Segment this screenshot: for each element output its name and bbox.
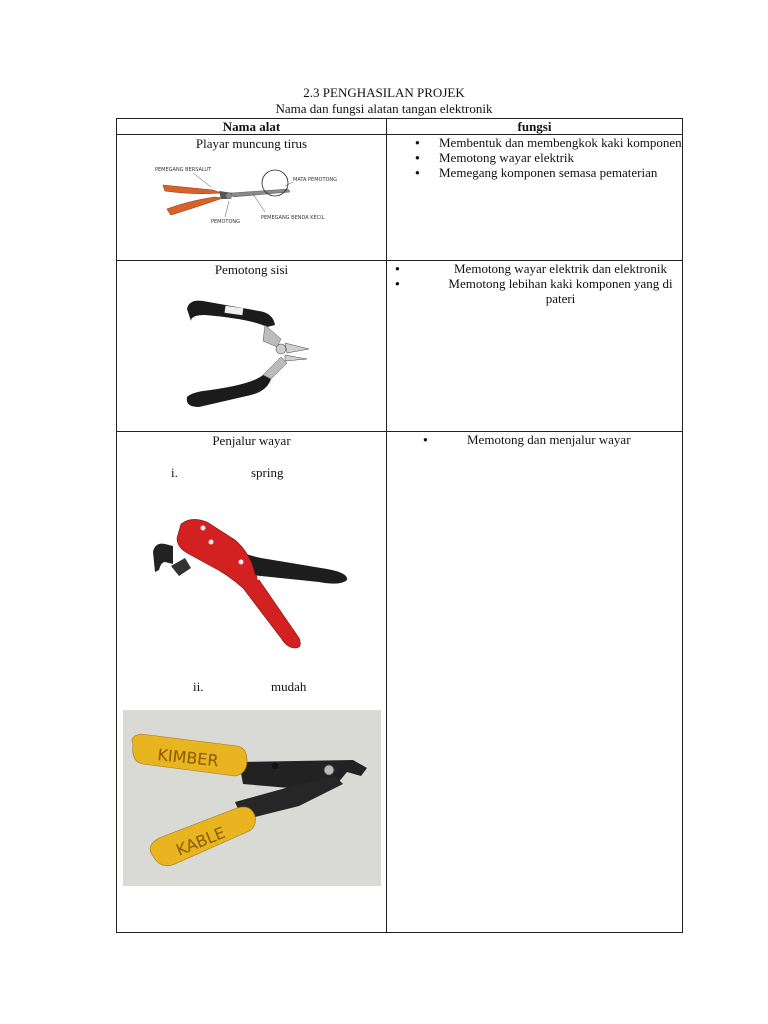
brand-text-kimber: KIMBER <box>156 744 220 771</box>
list-item: ● Memotong wayar elektrik dan elektronik <box>439 261 682 276</box>
subtype-label: spring <box>251 464 284 480</box>
label-pemotong: PEMOTONG <box>211 219 241 226</box>
tool-name: Pemotong sisi <box>214 262 289 278</box>
function-list <box>387 432 682 447</box>
function-list <box>387 135 682 180</box>
function-cell <box>387 261 683 431</box>
list-item: ● Memotong wayar elektrik <box>439 150 682 165</box>
tool-cell <box>117 135 387 261</box>
tool-name: Playar muncung tirus <box>195 136 308 152</box>
table-row <box>117 261 683 431</box>
section-title: 2.3 PENGHASILAN PROJEK <box>303 85 465 100</box>
header-fungsi: fungsi <box>387 119 683 135</box>
table-title: Nama dan fungsi alatan tangan elektronik <box>275 101 493 116</box>
label-mata-pemotong: MATA PEMOTONG <box>293 177 338 184</box>
subtype-numeral: i. <box>171 464 178 480</box>
tool-cell <box>117 261 387 431</box>
table-row <box>117 135 683 261</box>
function-cell <box>387 431 683 932</box>
list-item: ● Memotong dan menjalur wayar <box>439 432 682 447</box>
list-item: ● Memegang komponen semasa pematerian <box>439 165 682 180</box>
function-list <box>387 261 682 306</box>
tool-name: Penjalur wayar <box>212 432 291 448</box>
spring-wire-stripper-image <box>151 514 351 654</box>
table-header-row <box>117 119 683 135</box>
header-nama-alat: Nama alat <box>117 119 387 135</box>
list-item: ● Membentuk dan membengkok kaki komponen <box>439 135 682 150</box>
label-pemegang-bersalut: PEMEGANG BERSALUT <box>155 167 212 174</box>
needle-nose-pliers-image <box>153 157 343 229</box>
side-cutter-image <box>181 297 321 413</box>
tool-cell <box>117 431 387 932</box>
brand-text-kable: KABLE <box>173 822 228 860</box>
tools-table <box>116 118 683 933</box>
adjustable-wire-stripper-image <box>123 710 381 886</box>
table-row <box>117 431 683 932</box>
subtype-numeral: ii. <box>193 678 204 694</box>
subtype-label: mudah <box>271 678 307 694</box>
list-item: ● Memotong lebihan kaki komponen yang di pateri <box>439 276 682 306</box>
function-cell <box>387 135 683 261</box>
label-pemegang-benda-kecil: PEMEGANG BENDA KECIL <box>261 215 325 222</box>
